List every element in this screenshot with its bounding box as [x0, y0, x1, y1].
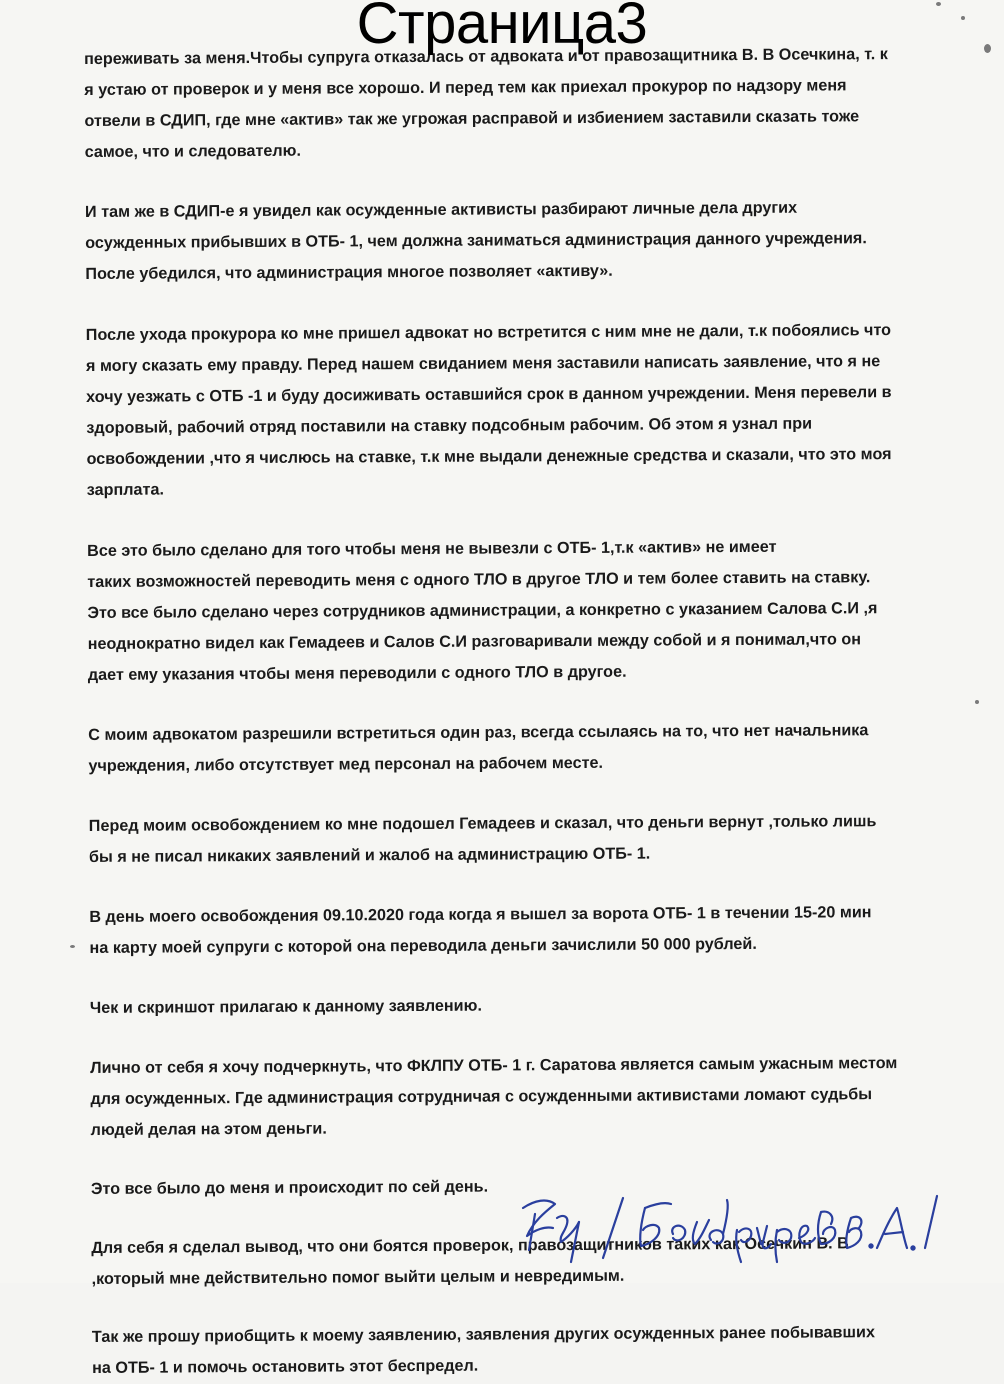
text-line: хочу уезжать с ОТБ -1 и буду досиживать оставшийся срок в данном учреждении. Меня перевели в — [86, 383, 892, 406]
text-line: здоровый, рабочий отряд поставили на ставку подсобным рабочим. Об этом я узнал при — [86, 414, 813, 437]
text-line: людей делая на этом деньги. — [90, 1119, 327, 1139]
text-line: таких возможностей переводить меня с одного ТЛО в другое ТЛО и тем более ставить на ставку. — [87, 568, 871, 591]
paragraph — [87, 531, 963, 691]
paragraph — [89, 897, 964, 964]
text-line: дает ему указания чтобы меня переводили с одного ТЛО в другое. — [87, 662, 627, 684]
text-line: учреждения, либо отсутствует мед персонал на рабочем месте. — [88, 753, 604, 775]
text-line: для осужденных. Где администрация сотрудничая с осужденными активистами ломают судьбы — [90, 1085, 873, 1108]
paragraph — [90, 988, 965, 1024]
text-line: В день моего освобождения 09.10.2020 года когда я вышел за ворота ОТБ- 1 в течении 15-20 мин — [89, 903, 872, 926]
text-line: на карту моей супруги с которой она переводила деньги зачислили 50 000 рублей. — [89, 934, 757, 957]
paragraph — [84, 39, 960, 168]
text-line: я устаю от проверок и у меня все хорошо. И перед тем как приехал прокурор по надзору меня — [84, 76, 847, 99]
paragraph — [86, 315, 962, 506]
text-line: Перед моим освобождением ко мне подошел Гемадеев и сказал, что деньги вернут ,только лишь — [88, 812, 877, 835]
text-line: переживать за меня.Чтобы супруга отказалась от адвоката и от правозащитника В. В Осечкина, т. к — [84, 45, 888, 68]
text-line: я могу сказать ему правду. Перед нашем свиданием меня заставили написать заявление, что я не — [85, 352, 881, 375]
text-line: После ухода прокурора ко мне пришел адвокат но встретится с ним мне не дали, т.к побоялись что — [85, 321, 892, 344]
text-line: После убедился, что администрация многое позволяет «активу». — [85, 261, 613, 283]
text-line: осужденных прибывших в ОТБ- 1, чем должна заниматься администрация данного учреждения. — [85, 229, 867, 252]
text-line: неоднократно видел как Гемадеев и Салов С.И разговаривали между собой и я понимал,что он — [87, 630, 862, 653]
text-line: Чек и скриншот прилагаю к данному заявлению. — [89, 996, 482, 1017]
handwritten-signature — [505, 1178, 945, 1268]
text-line: отвели в СДИП, где мне «актив» так же угрожая расправой и избиением заставили сказать тоже — [84, 107, 860, 130]
page-label: Страница3 — [356, 0, 648, 56]
text-line: Все это было сделано для того чтобы меня не вывезли с ОТБ- 1,т.к «актив» не имеет — [87, 537, 777, 560]
text-line: бы я не писал никаких заявлений и жалоб на администрацию ОТБ- 1. — [88, 844, 651, 866]
paragraph — [88, 715, 963, 782]
text-line: освобождении ,что я числюсь на ставке, т.к мне выдали денежные средства и сказали, что это моя — [86, 445, 892, 468]
text-line: зарплата. — [86, 480, 164, 499]
paragraph — [89, 806, 964, 873]
paragraph — [92, 1317, 967, 1384]
text-line: Для себя я сделал вывод, что они боятся проверок, правозащитников таких как Осечкин В. В — [91, 1234, 849, 1257]
text-line: С моим адвокатом разрешили встретиться один раз, всегда ссылаясь на то, что нет начальника — [88, 721, 869, 744]
text-line: Это все было до меня и происходит по сей день. — [90, 1177, 489, 1198]
paragraph — [90, 1048, 966, 1146]
text-line: самое, что и следователю. — [84, 141, 302, 161]
scan-speck — [975, 700, 979, 704]
text-line: И там же в СДИП-е я увидел как осужденные активисты разбирают личные дела других — [84, 198, 798, 221]
scan-speck — [70, 945, 75, 948]
text-line: на ОТБ- 1 и помочь остановить этот беспредел. — [92, 1356, 479, 1377]
text-line: ,который мне действительно помог выйти целым и невредимым. — [91, 1266, 625, 1288]
text-line: Это все было сделано через сотрудников администрации, а конкретно с указанием Салова С.И ,я — [87, 599, 878, 622]
text-line: Так же прошу приобщить к моему заявлению, заявления других осужденных ранее побывавших — [91, 1323, 875, 1346]
text-line: Лично от себя я хочу подчеркнуть, что ФКЛПУ ОТБ- 1 г. Саратова является самым ужасным местом — [90, 1054, 898, 1077]
paragraph — [85, 192, 961, 290]
